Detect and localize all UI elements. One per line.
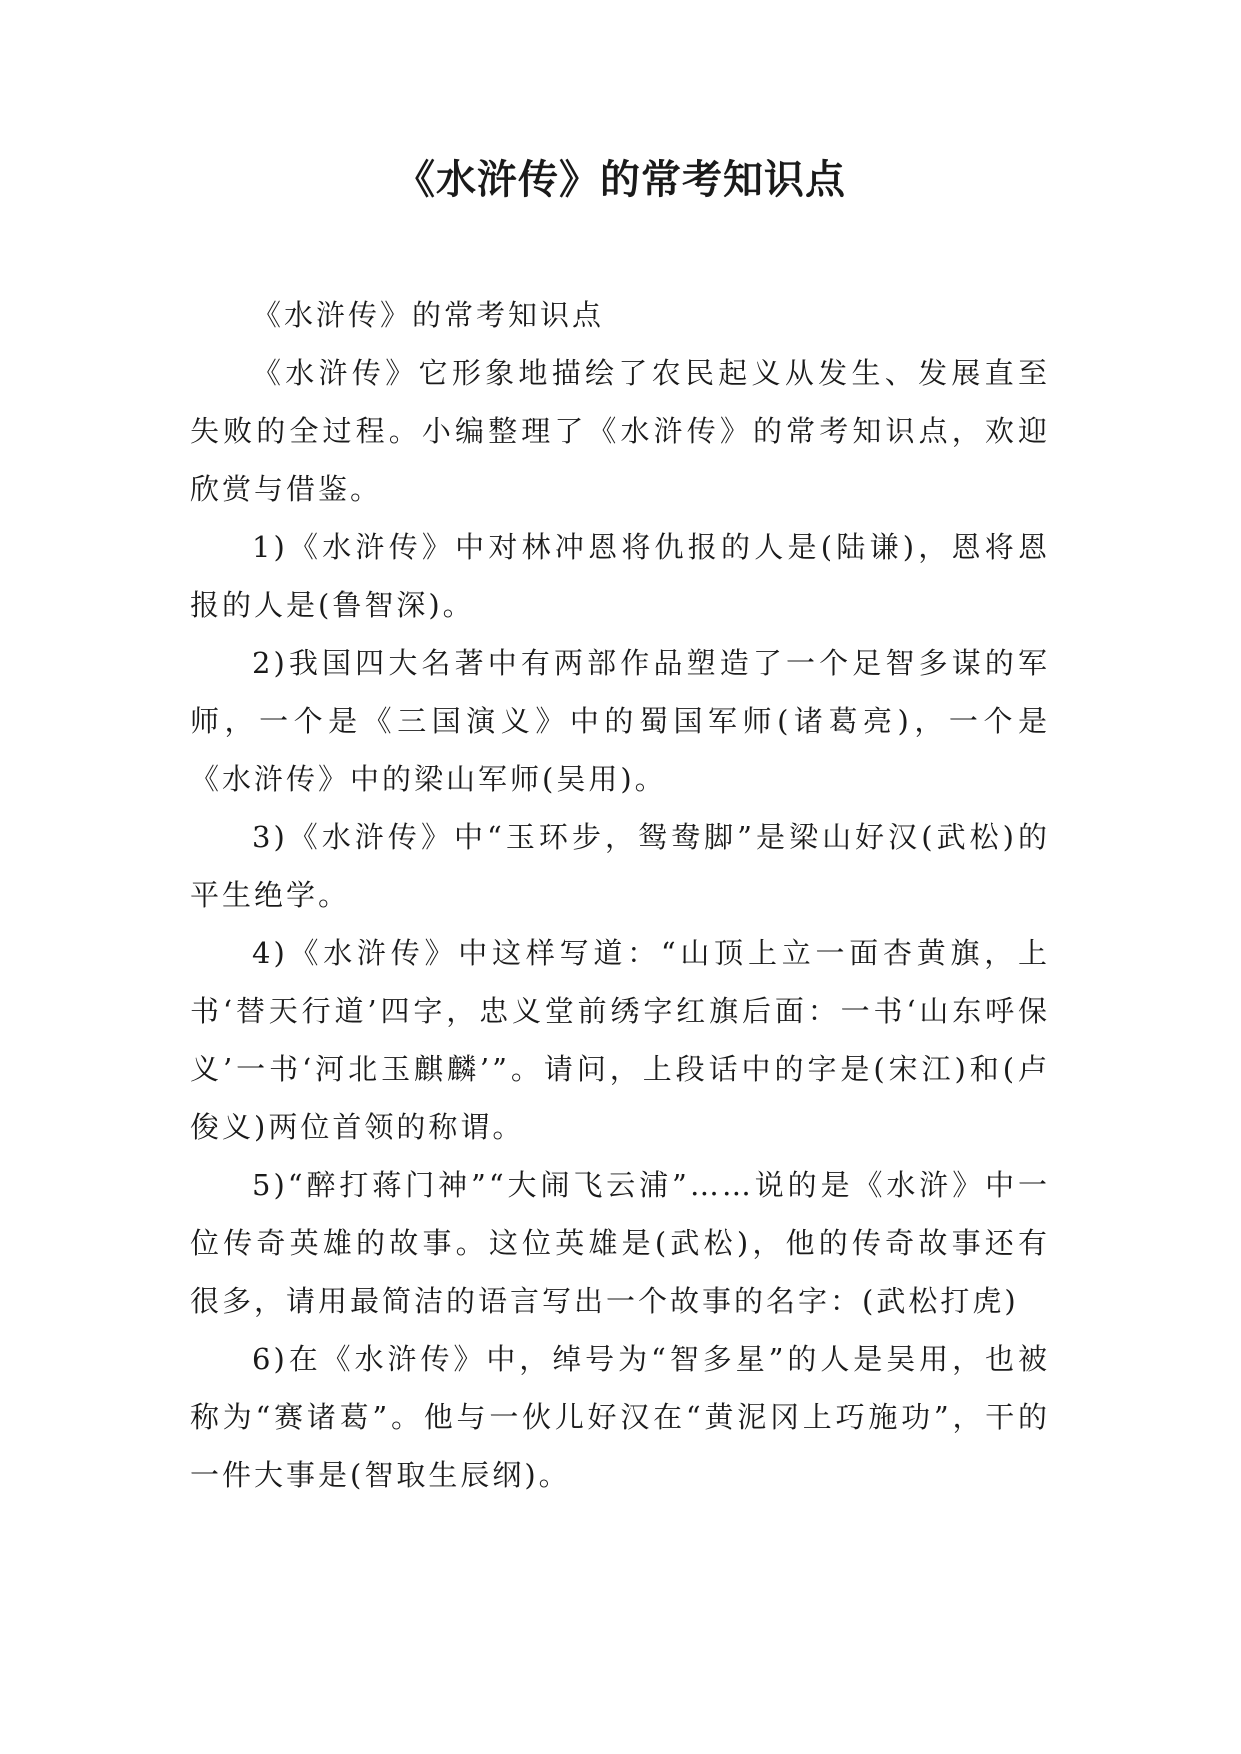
- paragraph-item-1: 1)《水浒传》中对林冲恩将仇报的人是(陆谦)，恩将恩报的人是(鲁智深)。: [190, 530, 1050, 622]
- paragraph-item-2: 2)我国四大名著中有两部作品塑造了一个足智多谋的军师，一个是《三国演义》中的蜀国军师(诸葛亮)，一个是《水浒传》中的梁山军师(吴用)。: [190, 646, 1050, 796]
- document-title: 《水浒传》的常考知识点: [395, 156, 846, 203]
- paragraph-intro: 《水浒传》它形象地描绘了农民起义从发生、发展直至失败的全过程。小编整理了《水浒传》的常考知识点，欢迎欣赏与借鉴。: [190, 356, 1050, 506]
- document-body: [190, 286, 1050, 1504]
- paragraph-item-3: 3)《水浒传》中“玉环步，鸳鸯脚”是梁山好汉(武松)的平生绝学。: [190, 820, 1050, 912]
- paragraph-heading: 《水浒传》的常考知识点: [252, 298, 605, 332]
- paragraph-item-4: 4)《水浒传》中这样写道：“山顶上立一面杏黄旗，上书‘替天行道’四字，忠义堂前绣字红旗后面：一书‘山东呼保义’一书‘河北玉麒麟’”。请问，上段话中的字是(宋江)和(卢俊义)两位首领的称谓。: [190, 936, 1050, 1144]
- paragraph-item-5: 5)“醉打蒋门神”“大闹飞云浦”……说的是《水浒》中一位传奇英雄的故事。这位英雄是(武松)，他的传奇故事还有很多，请用最简洁的语言写出一个故事的名字：(武松打虎): [190, 1168, 1050, 1318]
- paragraph-item-6: 6)在《水浒传》中，绰号为“智多星”的人是吴用，也被称为“赛诸葛”。他与一伙儿好汉在“黄泥冈上巧施功”，干的一件大事是(智取生辰纲)。: [190, 1342, 1050, 1492]
